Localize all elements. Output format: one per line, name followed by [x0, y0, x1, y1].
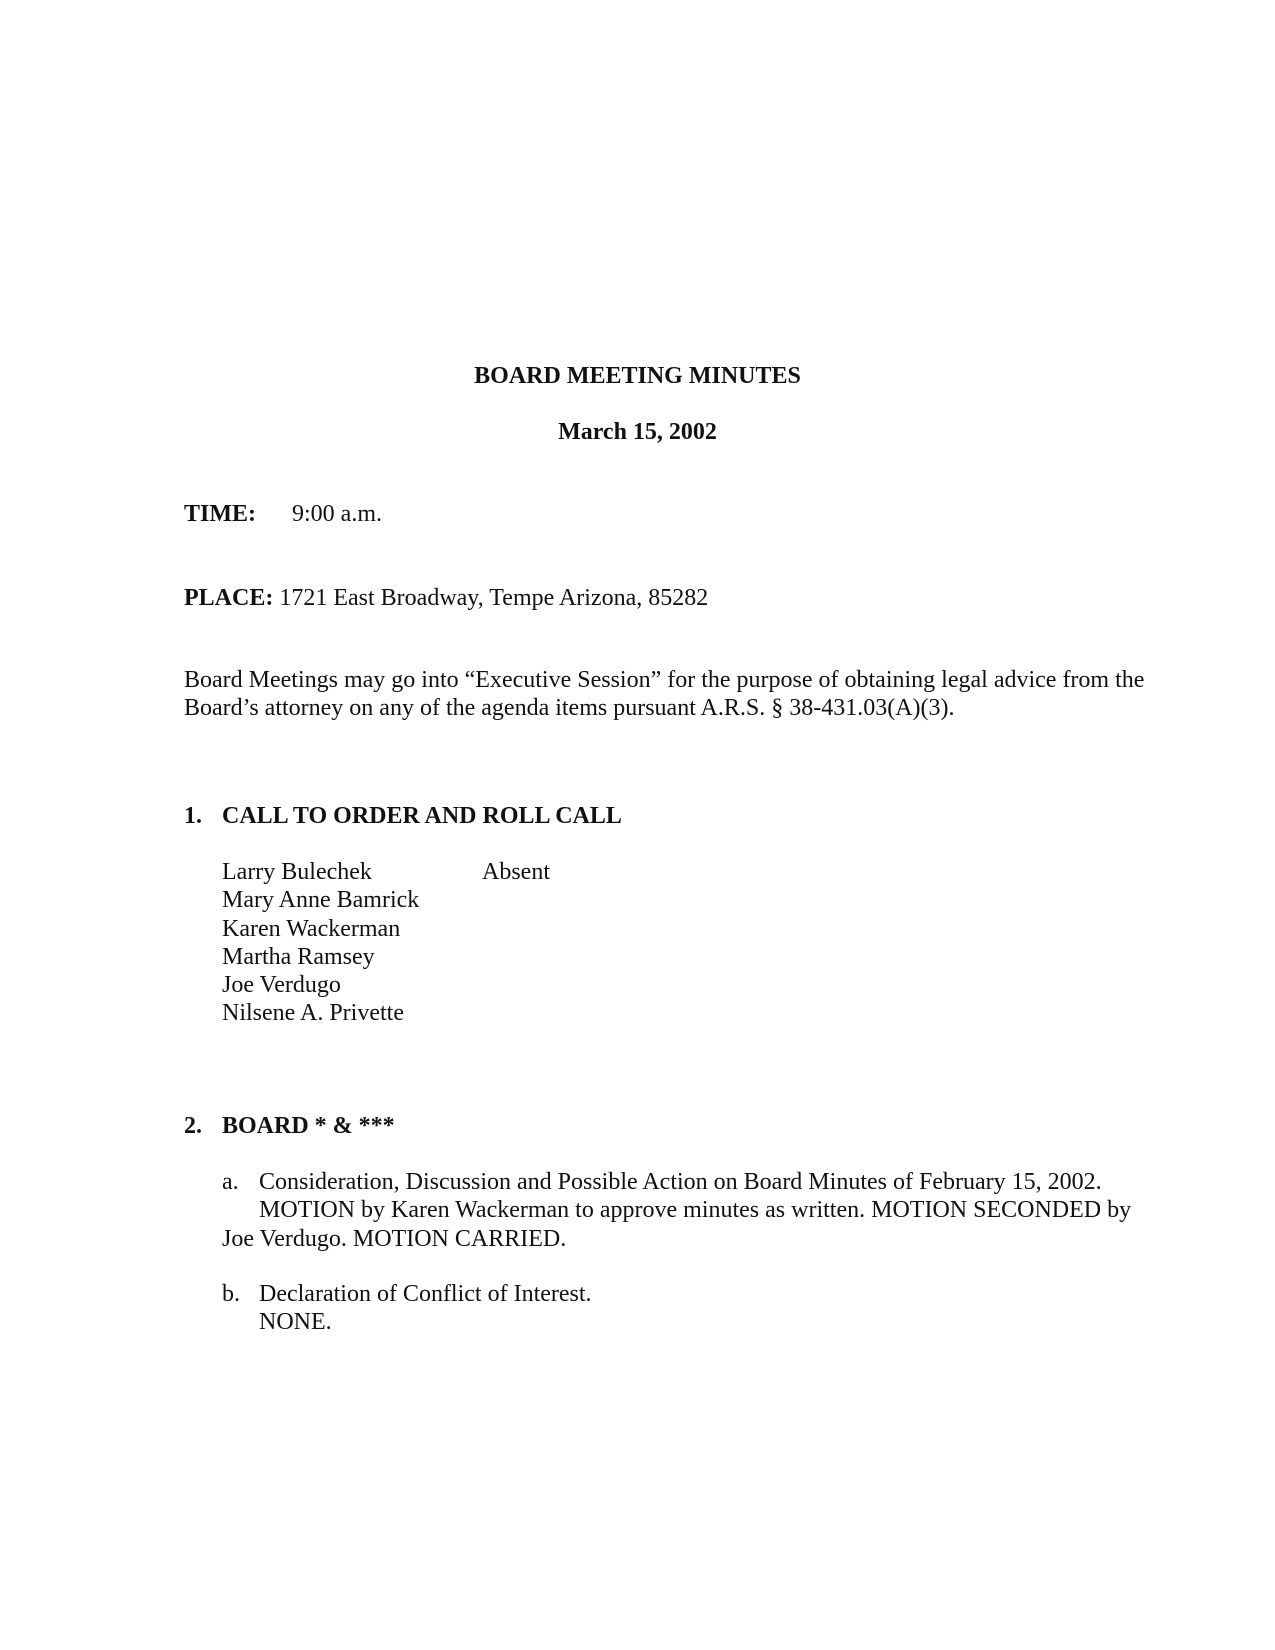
- agenda-item-b: [222, 1280, 1182, 1337]
- section-2-title: BOARD * & ***: [222, 1113, 395, 1139]
- member-status: Absent: [482, 859, 550, 885]
- roll-call-row: [222, 915, 822, 943]
- member-name: Karen Wackerman: [222, 915, 401, 942]
- place-value: 1721 East Broadway, Tempe Arizona, 85282: [279, 585, 709, 611]
- roll-call-row: [222, 999, 822, 1027]
- member-name: Joe Verdugo: [222, 972, 341, 999]
- section-1-title: CALL TO ORDER AND ROLL CALL: [222, 803, 622, 829]
- place-row: [184, 584, 708, 612]
- roll-call-row: [222, 886, 822, 914]
- section-2-number: 2.: [184, 1113, 202, 1139]
- member-name: Nilsene A. Privette: [222, 1000, 404, 1027]
- section-2-heading: [184, 1112, 395, 1140]
- meeting-date: March 15, 2002: [558, 419, 717, 445]
- executive-session-notice: Board Meetings may go into “Executive Session” for the purpose of obtaining legal advice from the Board’s attorney on any of the agenda items pursuant A.R.S. § 38-431.03(A)(3).: [184, 667, 1145, 721]
- item-a-marker: a.: [222, 1169, 239, 1195]
- section-1-number: 1.: [184, 803, 202, 829]
- item-a-line2: MOTION by Karen Wackerman to approve minutes as written. MOTION SECONDED by: [259, 1197, 1132, 1224]
- item-a-line3: Joe Verdugo. MOTION CARRIED.: [222, 1225, 567, 1252]
- time-value: 9:00 a.m.: [292, 501, 382, 527]
- item-a-first-line: [222, 1168, 1182, 1196]
- member-name: Martha Ramsey: [222, 943, 375, 970]
- section-1-heading: [184, 802, 622, 830]
- item-b-line2: NONE.: [259, 1309, 332, 1336]
- time-label: TIME:: [184, 501, 256, 527]
- roll-call-row: [222, 858, 822, 886]
- item-b-first-line: [222, 1280, 1182, 1308]
- member-name: Mary Anne Bamrick: [222, 887, 420, 914]
- place-label: PLACE:: [184, 585, 274, 611]
- time-row: [184, 500, 382, 528]
- member-name: Larry Bulechek: [222, 859, 372, 885]
- item-b-marker: b.: [222, 1281, 240, 1307]
- roll-call-row: [222, 943, 822, 971]
- document-title: BOARD MEETING MINUTES: [474, 363, 801, 389]
- item-b-line1: Declaration of Conflict of Interest.: [259, 1281, 592, 1307]
- roll-call-row: [222, 971, 822, 999]
- roll-call-list: [222, 858, 822, 1028]
- item-a-line1: Consideration, Discussion and Possible Action on Board Minutes of February 15, 2002.: [259, 1169, 1102, 1195]
- agenda-item-a: [222, 1168, 1182, 1253]
